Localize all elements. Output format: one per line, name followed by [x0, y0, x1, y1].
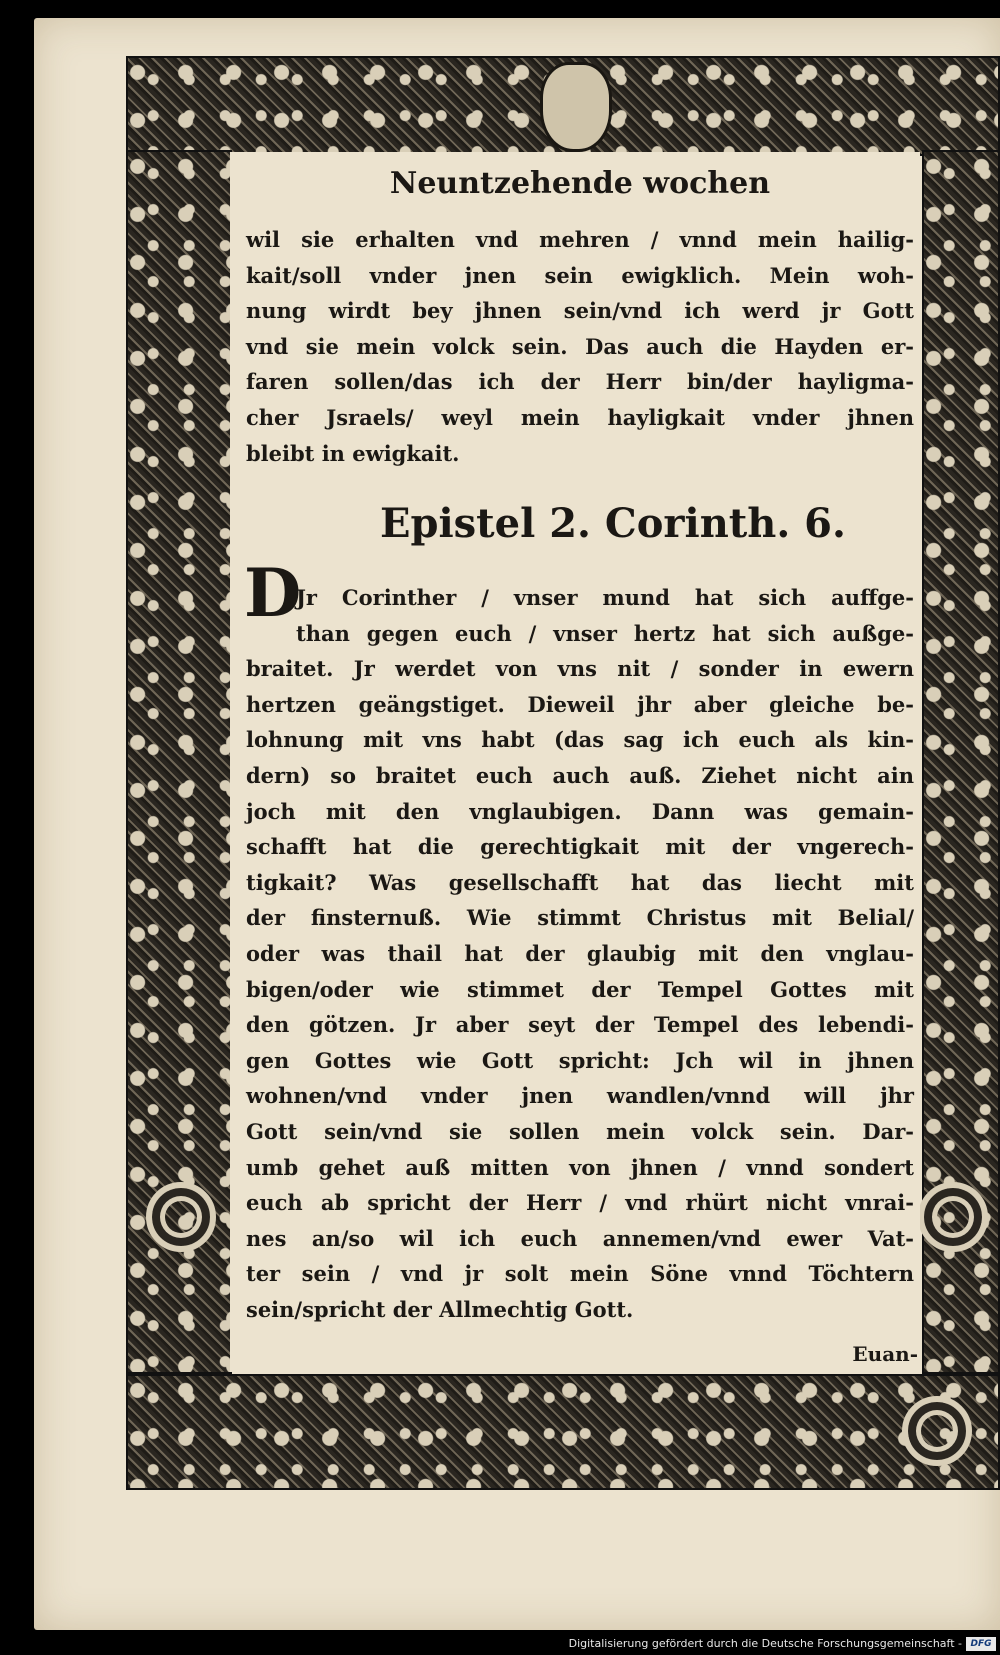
text-line: der finsternuß. Wie stimmt Christus mit Belial/: [246, 905, 914, 931]
text-line: Jr Corinther / vnser mund hat sich auffge-: [296, 585, 914, 610]
text-line: lohnung mit vns habt (das sag ich euch als kin-: [246, 727, 914, 753]
text-line: joch mit den vnglaubigen. Dann was gemain-: [246, 798, 914, 824]
text-block-top: [246, 222, 914, 471]
dfg-logo: DFG: [966, 1637, 996, 1651]
text-line: bleibt in ewigkait.: [246, 440, 460, 466]
text-line: nes an/so wil ich euch annemen/vnd ewer Vat-: [246, 1225, 914, 1251]
epistle-heading: Epistel 2. Corinth. 6.: [380, 500, 846, 547]
text-line: nung wirdt bey jhnen sein/vnd ich werd jr Gott: [246, 298, 914, 324]
text-line: wil sie erhalten vnd mehren / vnnd mein hailig-: [246, 227, 914, 252]
text-line: tigkait? Was gesellschafft hat das liecht mit: [246, 869, 914, 895]
text-line: gen Gottes wie Gott spricht: Jch wil in jhnen: [246, 1047, 914, 1073]
running-head: Neuntzehende wochen: [389, 166, 771, 201]
text-line: dern) so braitet euch auch auß. Ziehet nicht ain: [246, 762, 914, 788]
funding-note: Digitalisierung gefördert durch die Deutsche Forschungsgemeinschaft -: [568, 1637, 962, 1650]
text-line: than gegen euch / vnser hertz hat sich außge-: [296, 620, 914, 646]
text-line: faren sollen/das ich der Herr bin/der hayligma-: [246, 369, 914, 395]
woodcut-face-ornament: [540, 62, 612, 152]
text-line: wohnen/vnd vnder jnen wandlen/vnnd will jhr: [246, 1083, 914, 1109]
text-line: sein/spricht der Allmechtig Gott.: [246, 1296, 634, 1322]
initial-letter: D: [244, 554, 302, 632]
text-line: vnd sie mein volck sein. Das auch die Hayden er-: [246, 333, 914, 359]
text-line: Gott sein/vnd sie sollen mein volck sein. Dar-: [246, 1118, 914, 1144]
scroll-ornament-left: [146, 1182, 216, 1252]
scroll-ornament-right: [918, 1182, 988, 1252]
text-line: umb gehet auß mitten von jhnen / vnnd sondert: [246, 1154, 914, 1180]
scroll-ornament-bottom: [902, 1396, 972, 1466]
text-line: den götzen. Jr aber seyt der Tempel des lebendi-: [246, 1012, 914, 1038]
text-line: oder was thail hat der glaubig mit den vnglau-: [246, 940, 914, 966]
text-line: braitet. Jr werdet von vns nit / sonder in ewern: [246, 656, 914, 682]
woodcut-border-bottom: [126, 1374, 1000, 1490]
text-line: kait/soll vnder jnen sein ewigklich. Mein woh-: [246, 262, 914, 288]
text-line: ter sein / vnd jr solt mein Söne vnnd Töchtern: [246, 1261, 914, 1287]
text-block-epistle: [246, 580, 914, 1327]
catchword: Euan-: [852, 1342, 918, 1366]
text-line: bigen/oder wie stimmet der Tempel Gottes mit: [246, 976, 914, 1002]
text-line: cher Jsraels/ weyl mein hayligkait vnder jhnen: [246, 404, 914, 430]
text-line: schafft hat die gerechtigkait mit der vngerech-: [246, 834, 914, 860]
text-line: hertzen geängstiget. Dieweil jhr aber gleiche be-: [246, 691, 914, 717]
text-line: euch ab spricht der Herr / vnd rhürt nicht vnrai-: [246, 1190, 914, 1216]
